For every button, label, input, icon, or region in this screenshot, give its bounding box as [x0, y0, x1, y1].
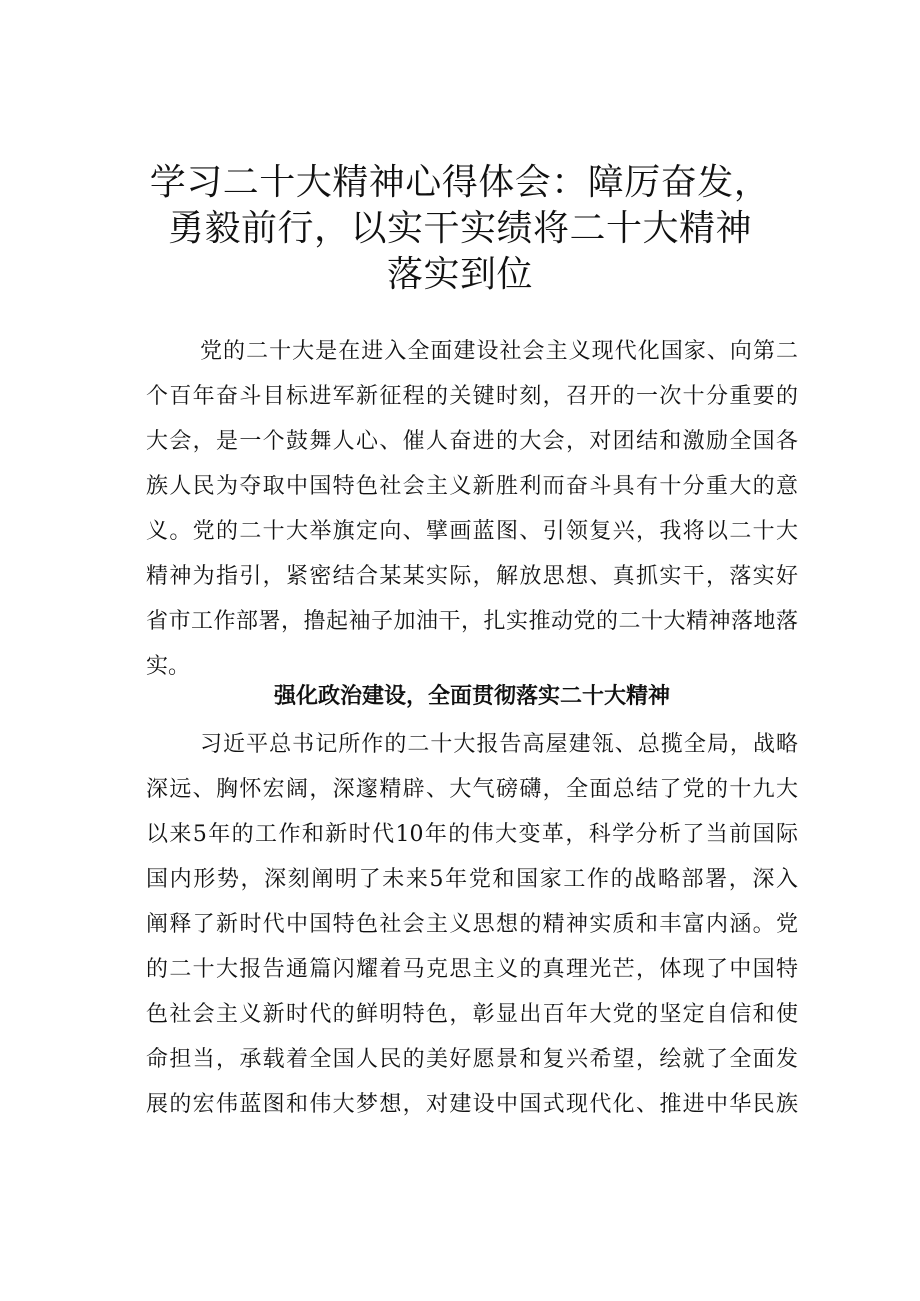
- paragraph-line: 色社会主义新时代的鲜明特色，彰显出百年大党的坚定自信和使: [146, 1002, 798, 1027]
- paragraph-line: 命担当，承载着全国人民的美好愿景和复兴希望，绘就了全面发: [146, 1047, 798, 1072]
- paragraph-line: 阐释了新时代中国特色社会主义思想的精神实质和丰富内涵。党: [146, 912, 798, 937]
- paragraph-line: 精神为指引，紧密结合某某实际，解放思想、真抓实干，落实好: [146, 564, 798, 589]
- title-line-1: 学习二十大精神心得体会：障厉奋发，: [149, 162, 771, 203]
- paragraph-line: 个百年奋斗目标进军新征程的关键时刻，召开的一次十分重要的: [146, 384, 798, 409]
- paragraph-line: 族人民为夺取中国特色社会主义新胜利而奋斗具有十分重大的意: [146, 474, 798, 499]
- document-title: [120, 160, 800, 298]
- paragraph-line: 大会，是一个鼓舞人心、催人奋进的大会，对团结和激励全国各: [146, 429, 798, 454]
- paragraph-line: 以来5年的工作和新时代10年的伟大变革，科学分析了当前国际: [146, 822, 798, 847]
- paragraph-line: 的二十大报告通篇闪耀着马克思主义的真理光芒，体现了中国特: [146, 957, 798, 982]
- paragraph-line: 省市工作部署，撸起袖子加油干，扎实推动党的二十大精神落地落: [146, 609, 798, 634]
- paragraph-line: 义。党的二十大举旗定向、擘画蓝图、引领复兴，我将以二十大: [146, 519, 798, 544]
- paragraph-line: 国内形势，深刻阐明了未来5年党和国家工作的战略部署，深入: [146, 867, 798, 892]
- paragraph-line: 实。: [146, 654, 191, 679]
- paragraph-line: 展的宏伟蓝图和伟大梦想，对建设中国式现代化、推进中华民族: [146, 1092, 798, 1117]
- section-heading: 强化政治建设，全面贯彻落实二十大精神: [273, 684, 670, 709]
- title-line-2: 勇毅前行，以实干实绩将二十大精神: [167, 208, 752, 249]
- paragraph-line: 深远、胸怀宏阔，深邃精辟、大气磅礴，全面总结了党的十九大: [146, 777, 798, 802]
- paragraph-line: 习近平总书记所作的二十大报告高屋建瓴、总揽全局，战略: [200, 732, 798, 757]
- title-line-3: 落实到位: [386, 254, 533, 295]
- paragraph-line: 党的二十大是在进入全面建设社会主义现代化国家、向第二: [200, 339, 798, 364]
